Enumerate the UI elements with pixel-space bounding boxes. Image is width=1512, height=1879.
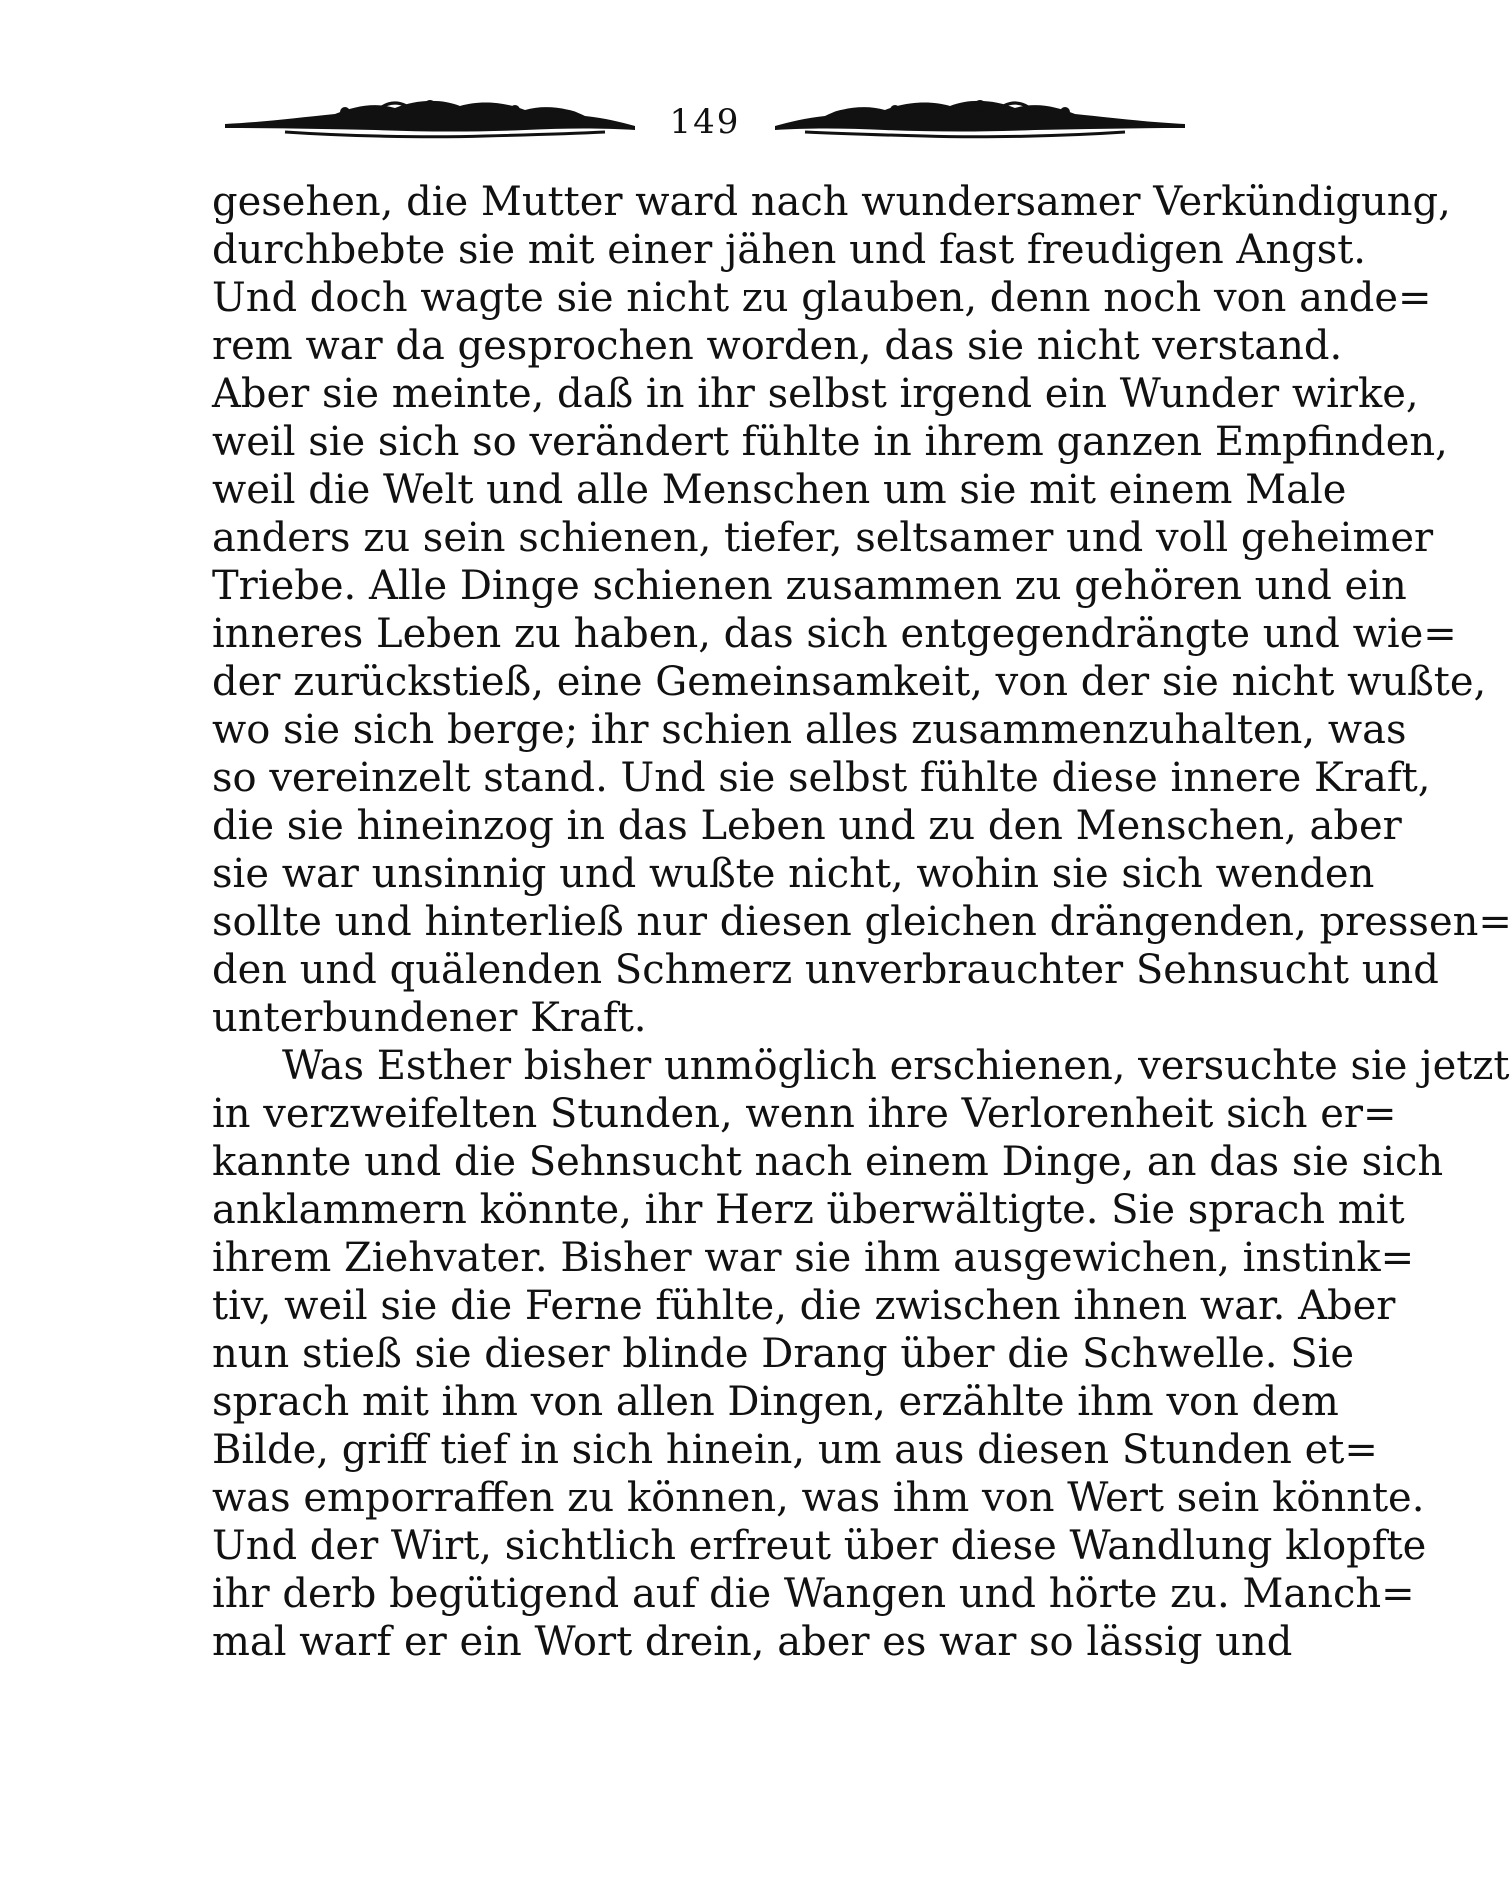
text-line: ihr derb begütigend auf die Wangen und hörte zu. Manch= — [212, 1571, 1415, 1617]
text-line: weil die Welt und alle Menschen um sie mit einem Male — [212, 467, 1347, 513]
text-line: sollte und hinterließ nur diesen gleichen drängenden, pressen= — [212, 899, 1512, 945]
text-line: weil sie sich so verändert fühlte in ihrem ganzen Empfinden, — [212, 419, 1448, 465]
text-line: durchbebte sie mit einer jähen und fast freudigen Angst. — [212, 227, 1367, 273]
text-line: wo sie sich berge; ihr schien alles zusammenzuhalten, was — [212, 707, 1407, 753]
text-line: kannte und die Sehnsucht nach einem Dinge, an das sie sich — [212, 1139, 1444, 1185]
text-line: die sie hineinzog in das Leben und zu den Menschen, aber — [212, 803, 1402, 849]
text-line: Triebe. Alle Dinge schienen zusammen zu gehören und ein — [212, 563, 1407, 609]
text-line: unterbundener Kraft. — [212, 995, 647, 1041]
text-line: Was Esther bisher unmöglich erschienen, versuchte sie jetzt — [282, 1043, 1510, 1089]
text-line: was emporraffen zu können, was ihm von Wert sein könnte. — [212, 1475, 1425, 1521]
text-line: Bilde, griff tief in sich hinein, um aus diesen Stunden et= — [212, 1427, 1378, 1473]
text-line: rem war da gesprochen worden, das sie nicht verstand. — [212, 323, 1343, 369]
text-line: den und quälenden Schmerz unverbrauchter Sehnsucht und — [212, 947, 1439, 993]
text-line: Aber sie meinte, daß in ihr selbst irgend ein Wunder wirke, — [212, 371, 1419, 417]
body-text — [212, 178, 1512, 1666]
text-line: sie war unsinnig und wußte nicht, wohin sie sich wenden — [212, 851, 1375, 897]
text-line: der zurückstieß, eine Gemeinsamkeit, von der sie nicht wußte, — [212, 659, 1487, 705]
text-line: gesehen, die Mutter ward nach wundersamer Verkündigung, — [212, 179, 1451, 225]
text-line: sprach mit ihm von allen Dingen, erzählte ihm von dem — [212, 1379, 1339, 1425]
text-line: so vereinzelt stand. Und sie selbst fühlte diese innere Kraft, — [212, 755, 1431, 801]
text-line: anders zu sein schienen, tiefer, seltsamer und voll geheimer — [212, 515, 1434, 561]
text-line: tiv, weil sie die Ferne fühlte, die zwischen ihnen war. Aber — [212, 1283, 1396, 1329]
ornament-right-icon — [775, 92, 1185, 152]
text-line: mal warf er ein Wort drein, aber es war so lässig und — [212, 1619, 1293, 1665]
page-number: 149 — [669, 102, 741, 142]
text-line: anklammern könnte, ihr Herz überwältigte. Sie sprach mit — [212, 1187, 1405, 1233]
page-header — [225, 92, 1185, 152]
text-line: inneres Leben zu haben, das sich entgegendrängte und wie= — [212, 611, 1457, 657]
text-line: nun stieß sie dieser blinde Drang über die Schwelle. Sie — [212, 1331, 1355, 1377]
text-line: Und der Wirt, sichtlich erfreut über diese Wandlung klopfte — [212, 1523, 1427, 1569]
text-line: ihrem Ziehvater. Bisher war sie ihm ausgewichen, instink= — [212, 1235, 1415, 1281]
text-line: in verzweifelten Stunden, wenn ihre Verlorenheit sich er= — [212, 1091, 1397, 1137]
text-line: Und doch wagte sie nicht zu glauben, denn noch von ande= — [212, 275, 1432, 321]
